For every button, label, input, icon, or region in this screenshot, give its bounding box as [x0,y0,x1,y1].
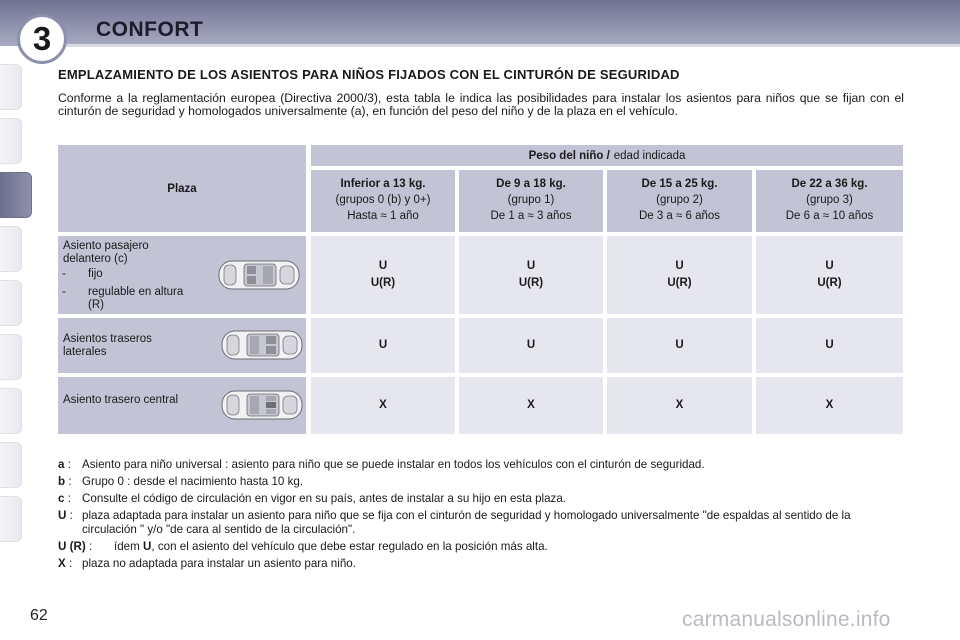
note-ur [58,540,908,554]
plaza-header-label: Plaza [167,182,197,195]
cell-value: U [378,260,388,272]
group-age: De 3 a ≈ 6 años [638,210,721,222]
note-key: b : [58,475,72,488]
note-x [58,557,908,571]
group-label: (grupos 0 (b) y 0+) [335,194,431,206]
peso-header-bold: Peso del niño / [528,149,610,162]
side-tab-8[interactable] [0,442,22,488]
cell-value: U [378,339,388,351]
note-text: plaza adaptada para instalar un asiento para niño que se fija con el cinturón de seguridad y homologado universalmente "de espaldas al sentido de la circulación " y/o "de cara al sentido de la circulación". [82,509,851,536]
footnotes [58,458,908,574]
cell-r1-c2 [607,318,752,373]
intro-paragraph: Conforme a la reglamentación europea (Directiva 2000/3), esta tabla le indica las posibilidades para instalar los asientos para niños que se fijan con el cinturón de seguridad y homologados universalmente (a), en función del peso del niño y de la plaza en el vehículo. [58,91,904,119]
group-weight: De 15 a 25 kg. [641,178,718,190]
cell-value: U(R) [518,277,544,289]
group-weight: De 9 a 18 kg. [496,178,566,190]
option-text: fijo [88,268,103,280]
group-header-3 [756,170,903,232]
row-label-front-passenger [58,236,306,314]
cell-value: U(R) [667,277,692,289]
car-seat-diagram-rear-center-icon [221,388,303,422]
side-tab-6[interactable] [0,334,22,380]
row-label-text: Asiento pasajero delantero (c) [63,240,149,265]
cell-r1-c0 [311,318,455,373]
side-tab-7[interactable] [0,388,22,434]
cell-value: U(R) [370,277,396,289]
cell-value: U [526,260,536,272]
group-age: De 1 a ≈ 3 años [490,210,572,222]
note-key: a : [58,458,71,471]
car-seat-diagram-front-icon [218,258,300,292]
cell-value: X [675,399,684,411]
note-b [58,475,908,489]
row-label-rear-center [58,377,306,434]
cell-r0-c2 [607,236,752,314]
option-dash: - [62,268,66,280]
page-number: 62 [30,607,48,624]
group-age: Hasta ≈ 1 año [347,210,419,222]
note-bold: U [143,540,152,553]
note-text: plaza no adaptada para instalar un asiento para niño. [82,557,356,570]
group-age: De 6 a ≈ 10 años [785,210,874,222]
row-label-rear-sides [58,318,306,373]
cell-r2-c0 [311,377,455,434]
option-dash: - [62,286,66,298]
header-divider [60,44,960,47]
cell-r1-c1 [459,318,603,373]
note-text: Consulte el código de circulación en vigor en su país, antes de instalar a su hijo en esta plaza. [82,492,567,505]
option-text: regulable en altura (R) [88,286,184,311]
row-label-text: Asientos traseros laterales [63,333,152,358]
cell-value: U [825,339,834,351]
note-key: U : [58,509,73,522]
watermark: carmanualsonline.info [682,608,891,631]
group-header-0 [311,170,455,232]
car-seat-diagram-rear-sides-icon [221,328,303,362]
group-label: (grupo 3) [806,194,853,206]
section-heading: EMPLAZAMIENTO DE LOS ASIENTOS PARA NIÑOS FIJADOS CON EL CINTURÓN DE SEGURIDAD [58,67,680,82]
cell-r0-c1 [459,236,603,314]
cell-r2-c3 [756,377,903,434]
peso-header-rest: edad indicada [613,149,686,162]
cell-value: U [675,260,684,272]
group-label: (grupo 1) [507,194,555,206]
chapter-side-tabs [0,64,34,550]
cell-value: U [675,339,684,351]
note-text: Asiento para niño universal : asiento para niño que se puede instalar en todos los vehículos con el cinturón de seguridad. [82,458,705,471]
side-tab-4[interactable] [0,226,22,272]
chapter-title: CONFORT [96,18,204,41]
note-a [58,458,908,472]
row-label-text: Asiento trasero central [63,394,179,406]
cell-value: X [379,399,387,411]
note-key: U (R) : [58,540,93,553]
side-tab-3-active[interactable] [0,172,32,218]
note-text: , con el asiento del vehículo que debe estar regulado en la posición más alta. [151,540,548,553]
peso-header [311,145,903,166]
cell-value: U [526,339,536,351]
note-key: c : [58,492,71,505]
cell-r2-c1 [459,377,603,434]
note-c [58,492,908,506]
cell-r2-c2 [607,377,752,434]
cell-r0-c0 [311,236,455,314]
note-u [58,509,908,537]
cell-value: X [825,399,834,411]
cell-r1-c3 [756,318,903,373]
group-header-2 [607,170,752,232]
side-tab-9[interactable] [0,496,22,542]
chapter-number: 3 [32,20,52,57]
plaza-header [58,145,306,232]
side-tab-5[interactable] [0,280,22,326]
side-tab-2[interactable] [0,118,22,164]
note-text: Grupo 0 : desde el nacimiento hasta 10 kg. [82,475,304,488]
group-weight: Inferior a 13 kg. [340,178,426,190]
cell-value: U(R) [817,277,842,289]
cell-value: X [527,399,535,411]
cell-r0-c3 [756,236,903,314]
cell-value: U [825,260,834,272]
chapter-number-badge [17,14,67,64]
group-weight: De 22 a 36 kg. [791,178,868,190]
note-pre: ídem [114,540,140,553]
note-key: X : [58,557,73,570]
group-label: (grupo 2) [656,194,703,206]
group-header-1 [459,170,603,232]
side-tab-1[interactable] [0,64,22,110]
